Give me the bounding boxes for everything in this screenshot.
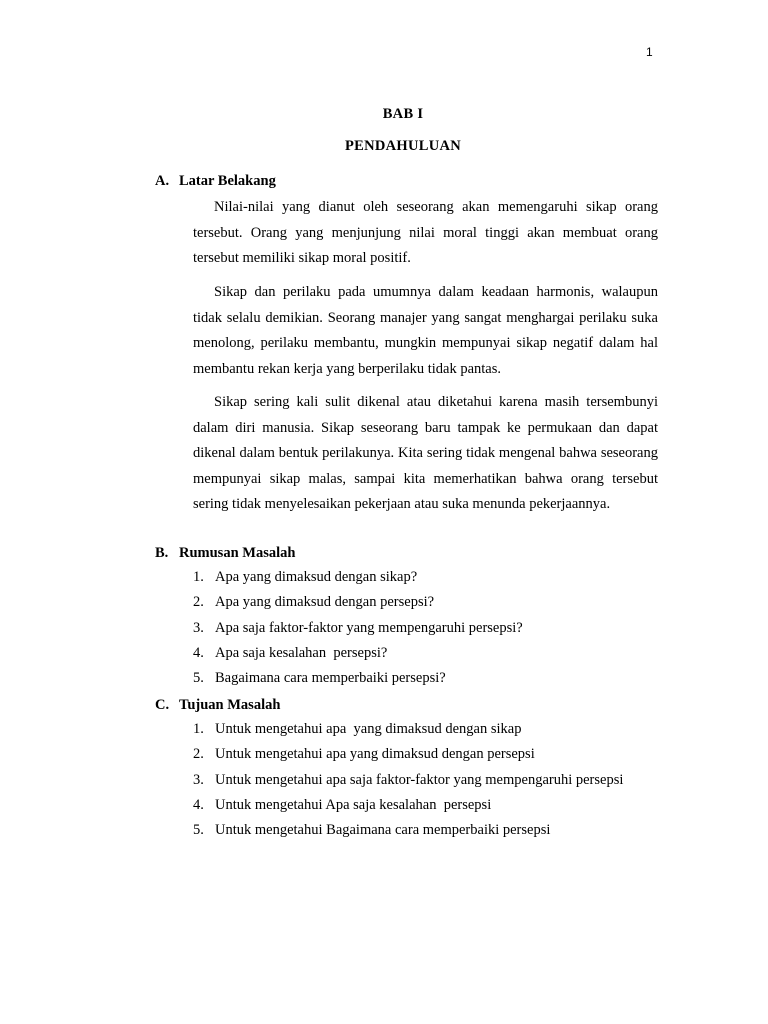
list-number: 5. bbox=[193, 822, 204, 839]
section-title: Tujuan Masalah bbox=[179, 697, 281, 713]
paragraph: Nilai-nilai yang dianut oleh seseorang akan memengaruhi sikap orang tersebut. Orang yang menjunjung nilai moral tinggi akan membuat orang tersebut memiliki sikap moral positif. bbox=[193, 199, 658, 266]
list-item bbox=[193, 742, 623, 767]
section-letter: A. bbox=[155, 173, 170, 189]
list-text: Untuk mengetahui apa yang dimaksud dengan persepsi bbox=[215, 746, 535, 763]
list-item bbox=[193, 565, 523, 590]
list-text: Apa saja kesalahan persepsi? bbox=[215, 644, 388, 661]
chapter-title: PENDAHULUAN bbox=[344, 138, 462, 154]
list-number: 5. bbox=[193, 670, 204, 687]
page-number: 1 bbox=[646, 45, 653, 59]
list-text: Apa saja faktor-faktor yang mempengaruhi persepsi? bbox=[215, 619, 523, 636]
list-item bbox=[193, 616, 523, 641]
list-number: 4. bbox=[193, 644, 204, 661]
list-text: Apa yang dimaksud dengan persepsi? bbox=[215, 594, 435, 611]
paragraph: Sikap sering kali sulit dikenal atau diketahui karena masih tersembunyi dalam diri manusia. Sikap seseorang baru tampak ke permukaan dan dapat dikenal dalam bentuk perilakunya. Kita sering tidak mengenal bahwa seseorang mempunyai sikap malas, sampai kita memerhatikan bahwa orang tersebut sering tidak menyelesaikan pekerjaan atau suka menunda pekerjaannya. bbox=[193, 394, 658, 512]
list-number: 1. bbox=[193, 569, 204, 585]
chapter-number: BAB I bbox=[382, 106, 424, 122]
list-text: Untuk mengetahui Bagaimana cara memperbaiki persepsi bbox=[215, 822, 551, 839]
section-title: Rumusan Masalah bbox=[179, 545, 296, 561]
list-item bbox=[193, 768, 623, 793]
list-text: Apa yang dimaksud dengan sikap? bbox=[215, 569, 418, 585]
section-heading-rumusan-masalah bbox=[155, 545, 295, 562]
list-item bbox=[193, 666, 523, 691]
list-item bbox=[193, 590, 523, 615]
section-letter: B. bbox=[155, 545, 169, 561]
list-number: 4. bbox=[193, 796, 204, 813]
list-text: Untuk mengetahui apa yang dimaksud dengan sikap bbox=[215, 721, 522, 737]
list-text: Untuk mengetahui apa saja faktor-faktor yang mempengaruhi persepsi bbox=[215, 771, 624, 788]
rumusan-masalah-list bbox=[193, 565, 523, 691]
section-heading-tujuan-masalah bbox=[155, 697, 280, 714]
list-item bbox=[193, 641, 523, 666]
list-number: 1. bbox=[193, 721, 204, 737]
list-text: Untuk mengetahui Apa saja kesalahan persepsi bbox=[215, 796, 492, 813]
list-number: 3. bbox=[193, 619, 204, 636]
list-item bbox=[193, 793, 623, 818]
section-title: Latar Belakang bbox=[179, 173, 276, 189]
list-item bbox=[193, 717, 623, 742]
list-text: Bagaimana cara memperbaiki persepsi? bbox=[215, 670, 446, 687]
section-letter: C. bbox=[155, 697, 170, 713]
list-item bbox=[193, 818, 623, 843]
section-heading-latar-belakang bbox=[155, 173, 276, 190]
list-number: 2. bbox=[193, 746, 204, 763]
list-number: 2. bbox=[193, 594, 204, 611]
list-number: 3. bbox=[193, 771, 204, 788]
paragraph: Sikap dan perilaku pada umumnya dalam keadaan harmonis, walaupun tidak selalu demikian. Seorang manajer yang sangat menghargai perilaku suka menolong, perilaku membantu, mungkin mempunyai sikap negatif dalam hal membantu rekan kerja yang berperilaku tidak pantas. bbox=[193, 284, 658, 377]
tujuan-masalah-list bbox=[193, 717, 623, 843]
